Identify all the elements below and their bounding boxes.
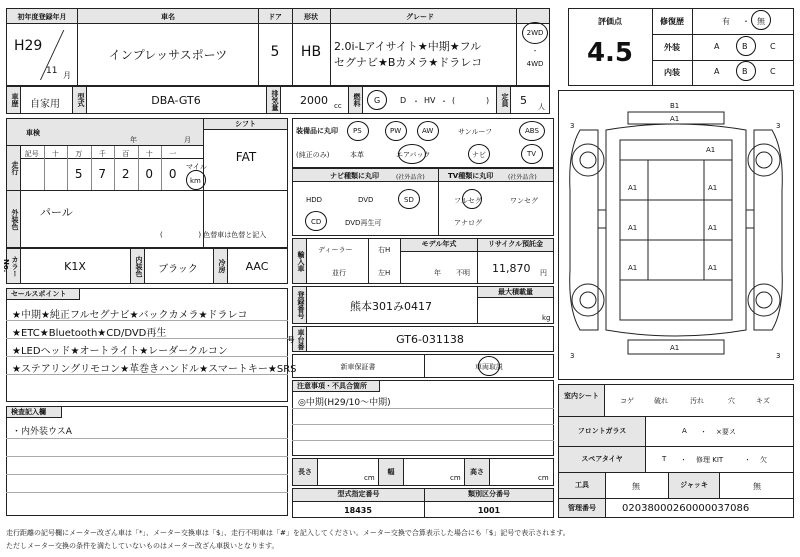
mark-a1-hood: A1	[706, 146, 716, 154]
shaken-label: 車検	[26, 129, 40, 137]
mark-b1: B1	[670, 102, 680, 110]
type-no: 18435	[344, 506, 372, 515]
color-value: パール	[40, 206, 73, 219]
shape-label: 形状	[304, 13, 318, 21]
grade-line2: セグナビ★Bカメラ★ドラレコ	[334, 56, 483, 69]
drive-4wd: 4WD	[526, 60, 544, 68]
model-label: 型式	[72, 87, 87, 113]
first-reg-label: 初年度登録年月	[17, 13, 67, 21]
mgmt-no: 02038000260000037086	[622, 503, 750, 514]
capacity: 5	[520, 94, 527, 107]
mark-3-tr: 3	[776, 122, 781, 130]
equipment-label: 装備品に丸印	[296, 127, 338, 135]
jack: 無	[753, 482, 761, 491]
score-value: 4.5	[586, 38, 634, 68]
plate-label: 登録番号	[293, 287, 307, 323]
fuel-label: 燃料	[348, 87, 363, 113]
dims-block	[292, 458, 554, 486]
interior-color-label: 内装色	[130, 249, 145, 283]
mileage-header-cell: 一	[169, 150, 177, 158]
doors: 5	[270, 44, 280, 60]
max-load-label: 最大積載量	[478, 287, 553, 298]
mileage-digit: 0	[168, 167, 177, 181]
footer-line2: ただしメーター交換の条件を満たしていないものはメーター改ざん車扱いとなります。	[6, 542, 279, 550]
inspector-line1: ・内外装ウスA	[12, 427, 72, 437]
mileage-header-cell: 十	[145, 150, 153, 158]
displacement-label: 排気量	[266, 87, 281, 113]
mark-a1-rear: A1	[670, 344, 680, 352]
manual: 車両取説	[475, 363, 503, 371]
footer-line1: 走行距離の記号欄にメーター改ざん車は「*」、メーター交換車は「$」、走行不明車は「#」を記入してください。メーター交換で合算表示した場合にも「$」記号で表示されます。	[6, 529, 570, 537]
mark-3-tl: 3	[570, 122, 575, 130]
capacity-label: 定員	[496, 87, 511, 113]
shift-label: シフト	[204, 119, 287, 130]
mileage-header-cell: 万	[75, 150, 83, 158]
mileage-unit-km: km	[190, 177, 201, 185]
mark-a1-r2: A1	[708, 224, 718, 232]
first-reg-year: H29	[14, 38, 43, 54]
inspector-block	[6, 406, 288, 516]
navi-label: ナビ種類に丸印	[330, 172, 379, 180]
mileage-unit-mile: マイル	[186, 163, 207, 171]
color-no: K1X	[64, 260, 86, 273]
mark-3-br: 3	[776, 352, 781, 360]
tools: 無	[632, 482, 640, 491]
first-reg-month: 11	[46, 66, 58, 76]
repair-no: 無	[757, 17, 765, 26]
chassis: GT6-031138	[396, 333, 464, 346]
first-reg-month-unit: 月	[63, 71, 71, 80]
mark-a1-l2: A1	[628, 224, 638, 232]
mileage-digit: 7	[98, 167, 107, 181]
mileage-digit: 5	[74, 167, 83, 181]
plate: 熊本301み0417	[350, 300, 432, 313]
mark-a1-l3: A1	[628, 264, 638, 272]
model-year-label: モデル年式	[401, 239, 477, 252]
model: DBA-GT6	[151, 94, 201, 107]
type-no-label: 型式指定番号	[293, 489, 424, 502]
mark-a1-r1: A1	[708, 184, 718, 192]
windshield-label: フロントガラス	[559, 417, 646, 446]
door-label: ドア	[268, 13, 282, 21]
sales-points-label: セールスポイント	[7, 289, 80, 300]
mgmt-label: 管理番号	[559, 499, 606, 517]
inspector-label: 検査記入欄	[7, 407, 62, 418]
repair-label: 修復歴	[660, 17, 684, 26]
score-label: 評価点	[598, 17, 622, 26]
usage-label: 車歴	[7, 87, 21, 113]
mark-a1-l1: A1	[628, 184, 638, 192]
grade-label: グレード	[406, 13, 434, 21]
color-label: 外装色	[7, 191, 21, 247]
spare-label: スペアタイヤ	[559, 447, 646, 472]
tv-label: TV種類に丸印	[448, 172, 494, 180]
mark-a1-front: A1	[670, 115, 680, 123]
mileage-digit: 2	[121, 167, 130, 181]
jack-label: ジャッキ	[669, 473, 720, 498]
mileage-header-cell: 十	[51, 150, 59, 158]
repaint-note: ( ) 色替車は色替と記入	[160, 231, 267, 239]
mark-3-bl: 3	[570, 352, 575, 360]
displacement: 2000	[300, 94, 328, 107]
chassis-label: 車台番号	[287, 328, 305, 350]
recycle-label: リサイクル預託金	[478, 239, 553, 252]
import-label: 輸入車	[293, 239, 307, 283]
mileage-digit: 0	[145, 167, 154, 181]
class-no: 1001	[477, 506, 501, 515]
car-diagram	[558, 90, 794, 380]
car-name-label: 車名	[161, 13, 175, 21]
class-no-label: 類別区分番号	[425, 489, 553, 502]
car-name: インプレッサスポーツ	[108, 48, 228, 62]
tools-label: 工具	[559, 473, 606, 498]
drive-2wd: 2WD	[526, 29, 544, 37]
grade-line1: 2.0i-Lアイサイト★中期★フル	[334, 40, 482, 53]
mileage-header-cell: 百	[122, 150, 130, 158]
interior-seat-label: 室内シート	[559, 385, 605, 416]
shape: HB	[300, 44, 322, 60]
exterior-label: 外装	[664, 43, 680, 52]
ac: AAC	[245, 260, 269, 273]
interior-label: 内装	[664, 68, 680, 77]
equipment-sub: (純正のみ)	[296, 151, 330, 159]
mileage-header-cell: 記号	[24, 150, 39, 158]
mark-a1-r3: A1	[708, 264, 718, 272]
mileage-label: 走行	[7, 146, 21, 190]
repair-yes: 有	[722, 17, 730, 26]
capacity-unit: 人	[538, 103, 545, 111]
mileage-header-cell: 千	[98, 150, 106, 158]
interior-color: ブラック	[158, 264, 198, 275]
notes-line1: ◎中期(H29/10～中期)	[298, 398, 391, 408]
usage: 自家用	[30, 99, 60, 110]
shift: FAT	[235, 150, 257, 164]
color-no-label: カラーNo.	[7, 249, 21, 283]
new-warranty: 新車保証書	[340, 363, 376, 371]
displacement-unit: cc	[334, 102, 342, 110]
recycle-amount: 11,870	[492, 262, 531, 275]
ac-label: 冷房	[213, 249, 228, 283]
notes-label: 注意事項・不具合箇所	[293, 381, 380, 392]
